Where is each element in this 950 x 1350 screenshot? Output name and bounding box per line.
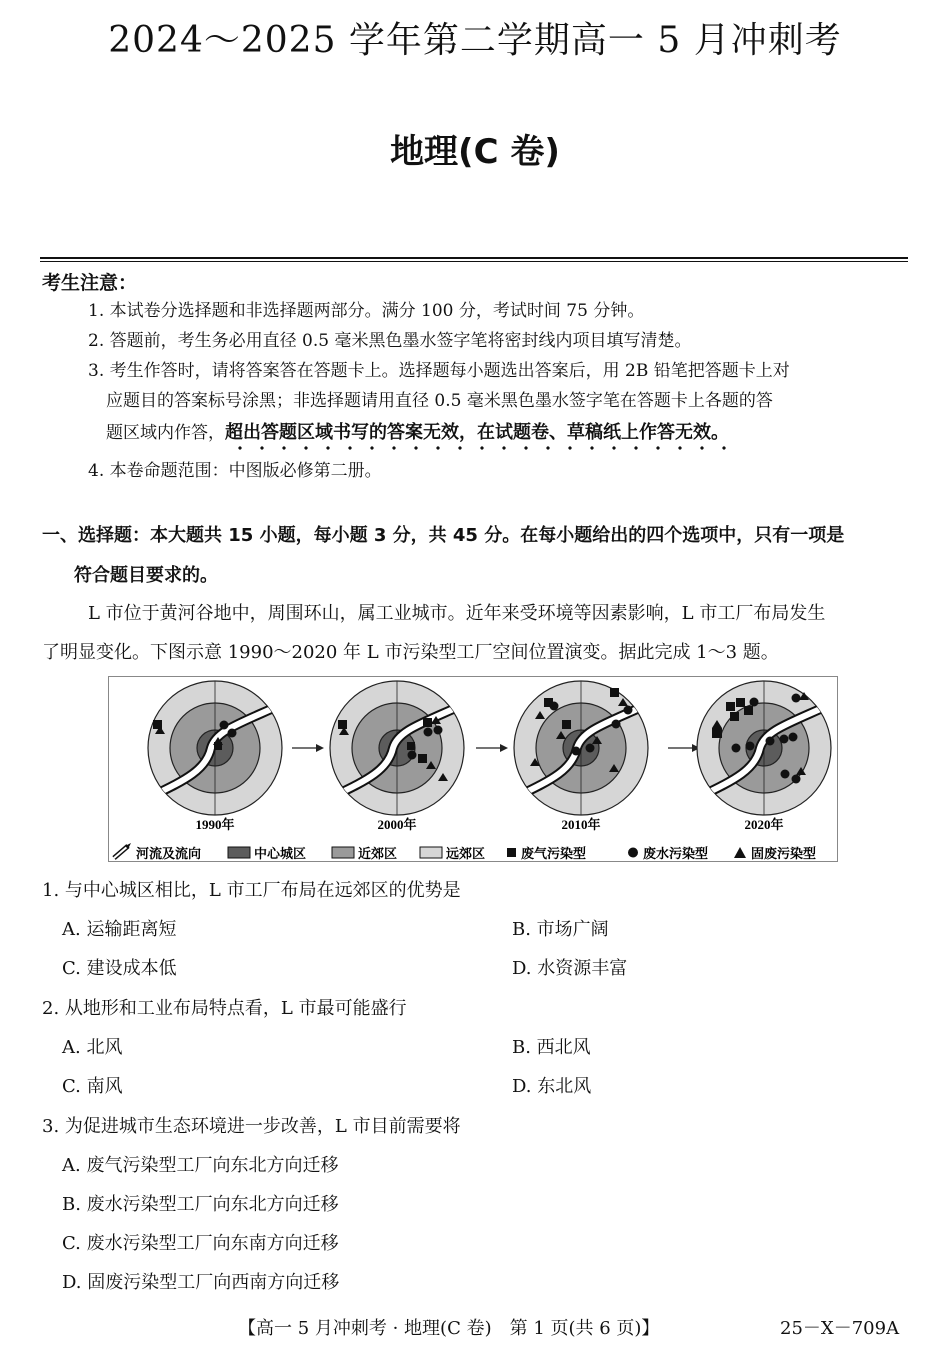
question-2-option-c: C. 南风 [62,1076,123,1097]
gas-factory-marker [736,698,745,707]
gas-factory-marker [744,706,753,715]
question-2-option-b: B. 西北风 [512,1037,591,1058]
legend-river [114,843,201,862]
legend-outer-label: 远郊区 [446,847,486,862]
question-2-option-d: D. 东北风 [512,1076,592,1097]
gas-factory-marker [423,718,432,727]
legend-river-label: 河流及流向 [136,847,202,862]
legend-center-label: 中心城区 [254,847,307,862]
question-1-option-b: B. 市场广阔 [512,919,609,940]
passage-line-2: 了明显变化。下图示意 1990～2020 年 L 市污染型工厂空间位置演变。据此完成 1～3 题。 [42,642,779,663]
figure-legend [114,843,816,862]
water-factory-marker [792,694,801,703]
exam-subtitle: 地理(C 卷) [390,132,560,172]
water-factory-marker [766,737,775,746]
notice-item-3-line-3-text: 题区域内作答， [106,423,225,443]
question-1-stem: 1. 与中心城区相比，L 市工厂布局在远郊区的优势是 [42,880,461,901]
water-factory-marker [732,744,741,753]
figure-svg [108,676,838,862]
arrow-1 [292,744,324,752]
header-rule-thick [40,257,908,259]
paper-code: 25－X－709A [780,1318,900,1339]
notice-item-1: 1. 本试卷分选择题和非选择题两部分。满分 100 分，考试时间 75 分钟。 [88,301,645,321]
year-label-2020: 2020年 [744,817,784,832]
arrow-3 [668,744,700,752]
legend-water [628,846,708,862]
water-factory-marker [789,733,798,742]
water-factory-marker [550,702,559,711]
notice-item-3-line-1: 3. 考生作答时，请将答案答在答题卡上。选择题每小题选出答案后，用 2B 铅笔把答题卡上对 [88,361,790,381]
notice-item-3-line-3 [106,421,729,445]
exam-title: 2024～2025 学年第二学期高一 5 月冲刺考 [108,20,842,61]
panel-2020 [697,681,831,832]
question-3-option-c: C. 废水污染型工厂向东南方向迁移 [62,1233,339,1254]
question-1-option-d: D. 水资源丰富 [512,958,628,979]
header-rule-thin [40,261,908,262]
water-factory-marker [750,698,759,707]
gas-factory-marker [214,742,222,750]
water-factory-marker [792,775,801,784]
gas-factory-marker [407,742,415,750]
year-label-2010: 2010年 [561,817,601,832]
water-factory-marker [612,720,621,729]
water-factory-marker [424,728,433,737]
year-label-2000: 2000年 [377,817,417,832]
panel-1990 [148,681,282,832]
legend-suburb-label: 近郊区 [358,847,398,862]
panel-2000 [330,681,464,832]
gas-factory-marker [712,728,722,738]
legend-solid-label: 固废污染型 [751,847,817,862]
water-factory-marker [220,721,229,730]
notice-emphasis: 超出答题区域书写的答案无效，在试题卷、草稿纸上作答无效。 [225,422,729,451]
gas-factory-marker [726,702,735,711]
water-factory-marker [572,747,581,756]
question-3-stem: 3. 为促进城市生态环境进一步改善，L 市目前需要将 [42,1116,461,1137]
panel-2010 [514,681,648,832]
question-3-option-a: A. 废气污染型工厂向东北方向迁移 [62,1155,339,1176]
water-factory-marker [781,770,790,779]
question-3-option-b: B. 废水污染型工厂向东北方向迁移 [62,1194,339,1215]
section-1-heading-line-2: 符合题目要求的。 [74,565,218,586]
legend-center [228,846,306,862]
notice-item-2: 2. 答题前，考生务必用直径 0.5 毫米黑色墨水签字笔将密封线内项目填写清楚。 [88,331,692,351]
water-factory-marker [746,742,755,751]
water-factory-marker [780,735,789,744]
question-2-stem: 2. 从地形和工业布局特点看，L 市最可能盛行 [42,998,407,1019]
section-1-heading-line-1: 一、选择题：本大题共 15 小题，每小题 3 分，共 45 分。在每小题给出的四个选项中，只有一项是 [42,525,845,546]
question-1-option-a: A. 运输距离短 [62,919,177,940]
gas-factory-marker [730,712,739,721]
legend-water-label: 废水污染型 [643,847,709,862]
notice-heading: 考生注意： [42,272,138,294]
gas-factory-marker [338,720,347,729]
water-factory-marker [434,726,443,735]
question-1-option-c: C. 建设成本低 [62,958,177,979]
year-label-1990: 1990年 [195,817,235,832]
passage-line-1: L 市位于黄河谷地中，周围环山，属工业城市。近年来受环境等因素影响，L 市工厂布局发生 [88,603,826,624]
gas-factory-marker [562,720,571,729]
legend-gas [507,846,586,862]
arrow-2 [476,744,508,752]
notice-item-4: 4. 本卷命题范围：中图版必修第二册。 [88,461,382,481]
question-2-option-a: A. 北风 [62,1037,123,1058]
question-3-option-d: D. 固废污染型工厂向西南方向迁移 [62,1272,340,1293]
gas-factory-marker [418,754,427,763]
factory-evolution-figure [108,676,838,862]
water-factory-marker [228,729,237,738]
legend-gas-label: 废气污染型 [521,847,587,862]
gas-factory-marker [610,688,619,697]
water-factory-marker [624,706,633,715]
water-factory-marker [408,751,417,760]
legend-solid [734,846,816,862]
water-factory-marker [586,744,595,753]
legend-suburb [332,846,397,862]
notice-item-3-line-2: 应题目的答案标号涂黑；非选择题请用直径 0.5 毫米黑色墨水签字笔在答题卡上各题的答 [106,391,773,411]
legend-outer [420,846,485,862]
page-footer: 【高一 5 月冲刺考 · 地理(C 卷) 第 1 页(共 6 页)】 [238,1318,660,1339]
